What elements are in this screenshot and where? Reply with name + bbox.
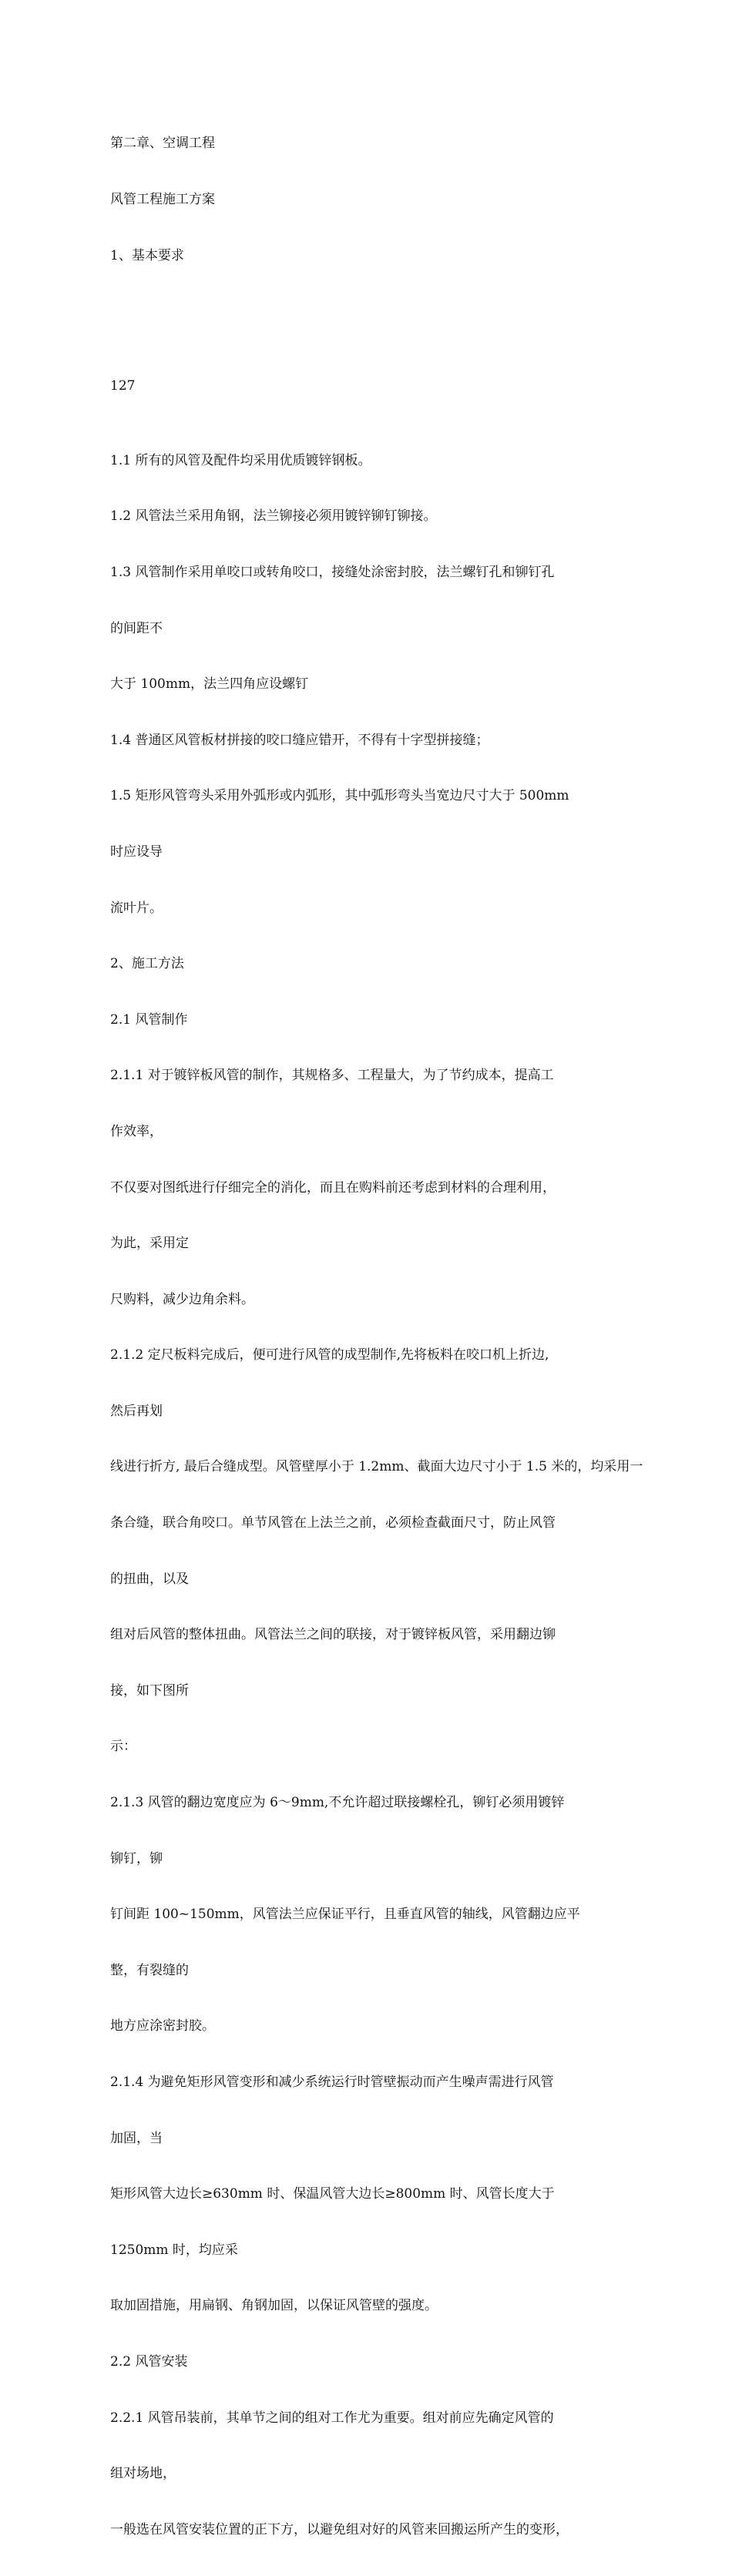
chapter-title: 第二章、空调工程 [110, 136, 215, 152]
heading-duct-fabrication: 2.1 风管制作 [110, 1011, 188, 1028]
text-line: 钉间距 100~150mm，风管法兰应保证平行，且垂直风管的轴线，风管翻边应平 [110, 1907, 580, 1923]
text-line: 2.2.1 风管吊装前，其单节之间的组对工作尤为重要。组对前应先确定风管的 [110, 2410, 554, 2426]
text-line: 组对后风管的整体扭曲。风管法兰之间的联接，对于镀锌板风管，采用翻边铆 [110, 1627, 556, 1643]
text-line: 尺购料，减少边角余料。 [110, 1291, 254, 1307]
page-number: 127 [110, 377, 136, 394]
text-line: 2.1.1 对于镀锌板风管的制作，其规格多、工程量大，为了节约成本，提高工 [110, 1068, 554, 1084]
text-line: 大于 100mm，法兰四角应设螺钉 [110, 676, 309, 693]
text-line: 2.1.3 风管的翻边宽度应为 6～9mm,不允许超过联接螺栓孔，铆钉必须用镀锌 [110, 1795, 565, 1811]
text-line: 流叶片。 [110, 900, 163, 916]
text-line: 作效率， [110, 1123, 163, 1139]
text-line: 的扭曲，以及 [110, 1571, 189, 1587]
text-line: 1.3 风管制作采用单咬口或转角咬口，接缝处涂密封胶，法兰螺钉孔和铆钉孔 [110, 564, 555, 580]
blank-gap [110, 302, 634, 339]
text-line: 加固，当 [110, 2130, 163, 2146]
heading-duct-installation: 2.2 风管安装 [110, 2353, 188, 2370]
text-line: 1.1 所有的风管及配件均采用优质镀锌钢板。 [110, 452, 371, 468]
text-line: 1250mm 时，均应采 [110, 2242, 238, 2258]
text-line: 2.1.4 为避免矩形风管变形和减少系统运行时管壁振动而产生噪声需进行风管 [110, 2075, 554, 2090]
text-line: 条合缝，联合角咬口。单节风管在上法兰之前，必须检查截面尺寸，防止风管 [110, 1515, 556, 1531]
text-line: 组对场地， [110, 2466, 176, 2482]
text-line: 为此，采用定 [110, 1236, 189, 1252]
text-line: 铆钉，铆 [110, 1850, 163, 1867]
text-line: 示： [110, 1739, 136, 1755]
heading-basic-requirements: 1、基本要求 [110, 247, 184, 263]
text-line: 线进行折方, 最后合缝成型。风管壁厚小于 1.2mm、截面大边尺寸小于 1.5 米的，均采用一 [110, 1459, 643, 1475]
section-title: 风管工程施工方案 [110, 192, 215, 207]
text-line: 然后再划 [110, 1403, 163, 1419]
text-line: 1.2 风管法兰采用角钢，法兰铆接必须用镀锌铆钉铆接。 [110, 508, 437, 525]
text-line: 时应设导 [110, 844, 163, 860]
text-line: 矩形风管大边长≥630mm 时、保温风管大边长≥800mm 时、风管长度大于 [110, 2186, 555, 2202]
heading-construction-method: 2、施工方法 [110, 956, 184, 972]
document-body [110, 97, 643, 2576]
text-line: 地方应涂密封胶。 [110, 2018, 215, 2034]
text-line: 1.4 普通区风管板材拼接的咬口缝应错开，不得有十字型拼接缝； [110, 732, 489, 748]
text-line: 一般选在风管安装位置的正下方，以避免组对好的风管来回搬运所产生的变形， [110, 2521, 569, 2537]
text-line: 1.5 矩形风管弯头采用外弧形或内弧形，其中弧形弯头当宽边尺寸大于 500mm [110, 788, 569, 804]
text-line: 取加固措施，用扁钢、角钢加固，以保证风管壁的强度。 [110, 2298, 438, 2314]
text-line: 不仅要对图纸进行仔细完全的消化，而且在购料前还考虑到材料的合理利用， [110, 1179, 556, 1196]
text-line: 整，有裂缝的 [110, 1962, 189, 1978]
text-line: 接，如下图所 [110, 1682, 189, 1699]
text-line: 的间距不 [110, 620, 163, 636]
text-line: 2.1.2 定尺板料完成后，便可进行风管的成型制作,先将板料在咬口机上折边, [110, 1347, 549, 1363]
